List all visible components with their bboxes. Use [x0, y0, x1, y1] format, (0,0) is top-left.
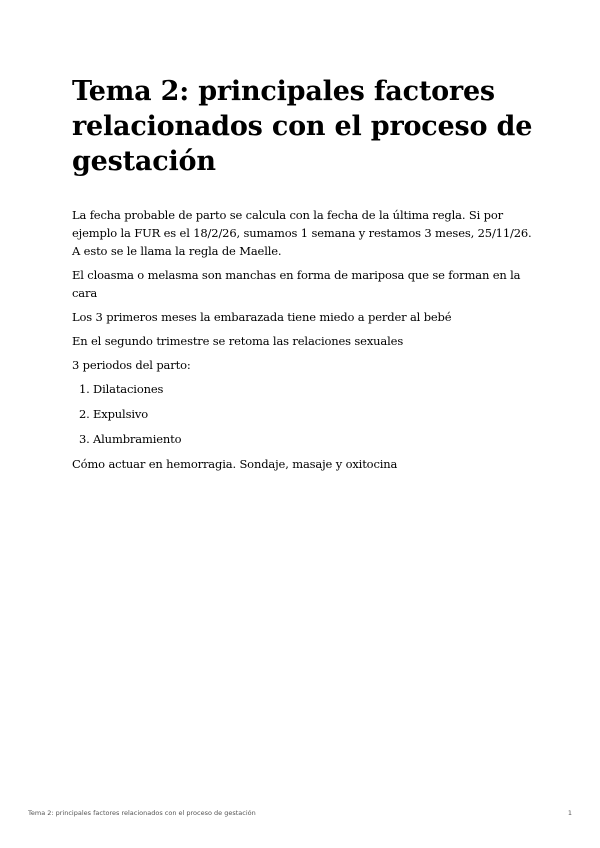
paragraph-first-months: Los 3 primeros meses la embarazada tiene miedo a perder al bebé	[72, 310, 452, 324]
paragraph-hemorrhage: Cómo actuar en hemorragia. Sondaje, masaje y oxitocina	[72, 457, 398, 471]
list-number: 3.	[79, 432, 90, 446]
paragraph-second-trimester: En el segundo trimestre se retoma las relaciones sexuales	[72, 334, 404, 348]
paragraph-labor-periods: 3 periodos del parto:	[72, 358, 191, 372]
list-number: 1.	[79, 382, 90, 396]
page-title: Tema 2: principales factores relacionados con el proceso de gestación	[72, 76, 533, 177]
document-body	[72, 206, 532, 479]
list-number: 2.	[79, 407, 90, 421]
paragraph-due-date: La fecha probable de parto se calcula con la fecha de la última regla. Si por ejemplo la FUR es el 18/2/26, sumamos 1 semana y restamos 3 meses, 25/11/26. A esto se le llama la regla de Maelle.	[72, 208, 532, 258]
list-text: Alumbramiento	[93, 432, 182, 446]
paragraph-cloasma: El cloasma o melasma son manchas en forma de mariposa que se forman en la cara	[72, 268, 521, 300]
list-item	[72, 405, 532, 423]
list-item	[72, 380, 532, 398]
page-footer	[28, 809, 572, 817]
footer-title: Tema 2: principales factores relacionados con el proceso de gestación	[28, 809, 256, 817]
list-text: Expulsivo	[93, 407, 148, 421]
labor-periods-list	[72, 380, 532, 448]
list-text: Dilataciones	[93, 382, 164, 396]
footer-page-number: 1	[567, 809, 572, 817]
list-item	[72, 430, 532, 448]
